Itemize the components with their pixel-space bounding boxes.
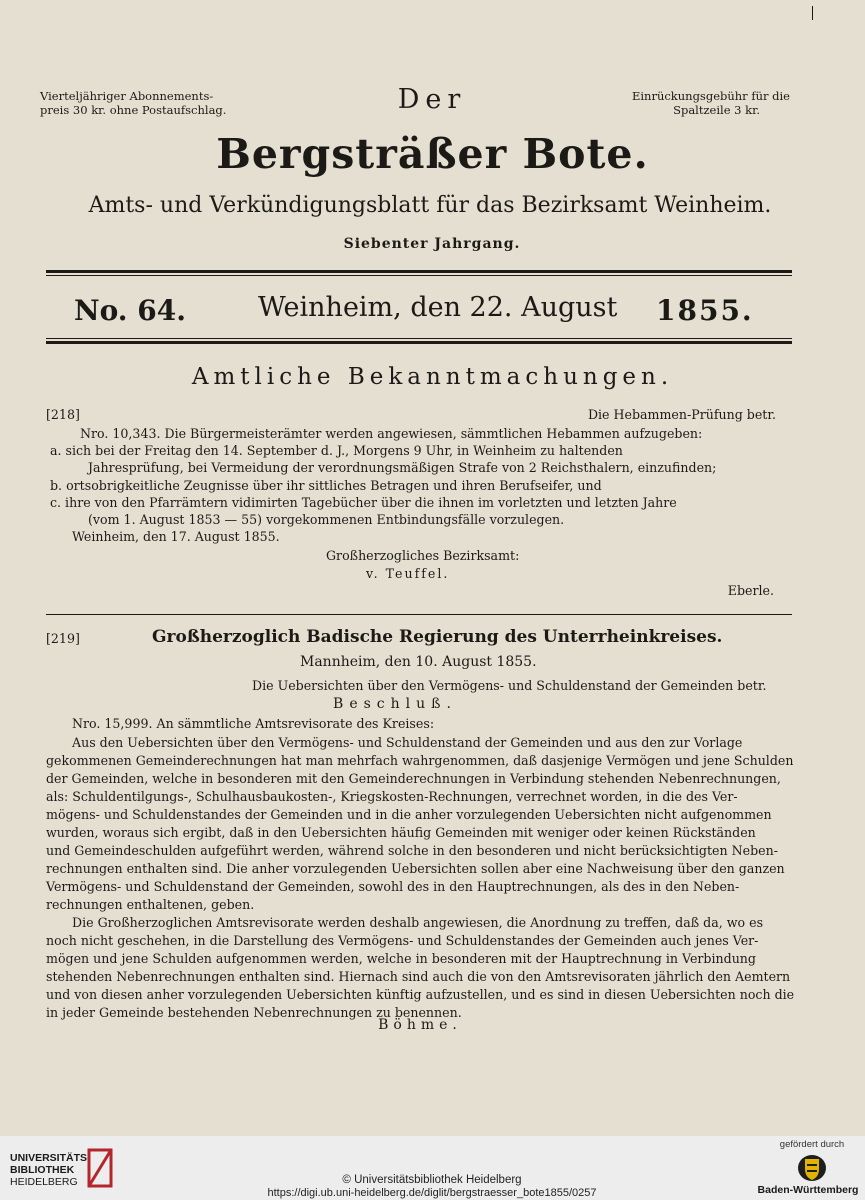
notice-219-id: [219]: [46, 631, 80, 646]
masthead-the: Der: [397, 84, 467, 115]
notice-219-line: mögen und jene Schulden aufgenommen werden, welche in besonderen mit der Hauptrechnung in Verbindung: [46, 951, 756, 966]
issue-year: 1855.: [656, 294, 754, 327]
notice-219-subject: Die Uebersichten über den Vermögens- und Schuldenstand der Gemeinden betr.: [252, 678, 767, 693]
notice-219-line: Vermögens- und Schuldenstand der Gemeinden, sowohl des in den Hauptrechnungen, als des in den Neben-: [46, 879, 740, 894]
page-corner-mark: [812, 6, 813, 20]
subscription-line-1: Vierteljähriger Abonnements-: [40, 89, 214, 103]
notice-218-line: Weinheim, den 17. August 1855.: [72, 529, 280, 544]
header-rule-bottom: [46, 341, 792, 344]
notice-219-line: als: Schuldentilgungs-, Schulhausbaukosten-, Kriegskosten-Rechnungen, verrechnet worden, in die des Ver-: [46, 789, 738, 804]
notice-divider: [46, 614, 792, 615]
fee-line-2: Spaltzeile 3 kr.: [673, 103, 760, 117]
notice-218-line: (vom 1. August 1853 — 55) vorgekommenen Entbindungsfälle vorzulegen.: [88, 512, 565, 527]
notice-219-line: stehenden Nebenrechnungen enthalten sind. Hiernach sind auch die von den Amtsrevisoraten jährlich den Aemtern: [46, 969, 791, 984]
library-logo-icon: [86, 1146, 116, 1190]
notice-219-line: und Gemeindeschulden aufgeführt werden, während solche in den besonderen und nicht berücksichtigten Neben-: [46, 843, 778, 858]
issue-place-date: Weinheim, den 22. August: [258, 292, 618, 323]
notice-218-clerk: Eberle.: [727, 583, 774, 598]
notice-218-office: Großherzogliches Bezirksamt:: [326, 548, 520, 563]
notice-219-dateline: Mannheim, den 10. August 1855.: [300, 654, 537, 670]
notice-218-line: Nro. 10,343. Die Bürgermeisterämter werden angewiesen, sämmtlichen Hebammen aufzugeben:: [80, 426, 703, 441]
header-rule-bottom-thin: [46, 338, 792, 339]
issue-number: No. 64.: [74, 294, 186, 327]
fee-line-1: Einrückungsgebühr für die: [631, 89, 790, 103]
header-rule-top-thin: [46, 275, 792, 276]
source-url[interactable]: https://digi.ub.uni-heidelberg.de/diglit/bergstraesser_bote1855/0257: [267, 1187, 597, 1199]
copyright-text: © Universitätsbibliothek Heidelberg: [342, 1174, 522, 1186]
newspaper-subtitle: Amts- und Verkündigungsblatt für das Bezirksamt Weinheim.: [88, 193, 772, 218]
notice-219-line: Aus den Uebersichten über den Vermögens- und Schuldenstand der Gemeinden und aus den zur Vorlage: [72, 735, 743, 750]
notice-219-decision: Beschluß.: [333, 696, 457, 712]
notice-219-line: Nro. 15,999. An sämmtliche Amtsrevisorate des Kreises:: [72, 716, 435, 731]
newspaper-title: Bergsträßer Bote.: [216, 130, 649, 178]
notice-219-line: rechnungen enthaltenen, geben.: [46, 897, 255, 912]
digitization-footer: [0, 1136, 865, 1200]
notice-219-line: gekommenen Gemeinderechnungen hat man mehrfach wahrgenommen, daß dasjenige Vermögen und jene Schulden: [46, 753, 794, 768]
notice-219-line: mögens- und Schuldenstandes der Gemeinden und in die anher vorzulegenden Uebersichten nicht aufgenommen: [46, 807, 772, 822]
notice-219-line: und von diesen anher vorzulegenden Uebersichten künftig aufzustellen, und es sind in diesen Uebersichten noch die: [46, 987, 795, 1002]
notice-219-heading: Großherzoglich Badische Regierung des Unterrheinkreises.: [152, 627, 723, 647]
notice-219-line: wurden, woraus sich ergibt, daß in den Uebersichten häufig Gemeinden mit weniger oder keinen Rückständen: [46, 825, 756, 840]
notice-218-line: Jahresprüfung, bei Vermeidung der verordnungsmäßigen Strafe von 2 Reichsthalern, einzufinden;: [88, 460, 717, 475]
library-name: [10, 1152, 91, 1188]
notice-218-id: [218]: [46, 407, 80, 422]
notice-219-line: noch nicht geschehen, in die Darstellung des Vermögens- und Schuldenstandes der Gemeinden auch jenes Ver-: [46, 933, 759, 948]
section-title: Amtliche Bekanntmachungen.: [191, 364, 674, 390]
notice-219-line: rechnungen enthalten sind. Die anher vorzulegenden Uebersichten sollen aber eine Nachweisung über den ganzen: [46, 861, 785, 876]
notice-219-line: Die Großherzoglichen Amtsrevisorate werden deshalb angewiesen, die Anordnung zu treffen, daß da, wo es: [72, 915, 764, 930]
notice-218-line: a. sich bei der Freitag den 14. September d. J., Morgens 9 Uhr, in Weinheim zu haltenden: [50, 443, 623, 458]
notice-218-line: c. ihre von den Pfarrämtern vidimirten Tagebücher über die ihnen im vorletzten und letzten Jahre: [50, 495, 677, 510]
coat-of-arms-icon: [796, 1153, 828, 1183]
notice-219-line: in jeder Gemeinde bestehenden Nebenrechnungen zu benennen.: [46, 1005, 462, 1020]
notice-219-signer: Böhme.: [378, 1017, 462, 1033]
notice-218-line: b. ortsobrigkeitliche Zeugnisse über ihr sittliches Betragen und ihren Berufseifer, und: [50, 478, 602, 493]
library-name-line: BIBLIOTHEK: [10, 1164, 75, 1176]
notice-218-signer: v. Teuffel.: [366, 566, 450, 581]
volume-year: Siebenter Jahrgang.: [343, 236, 521, 252]
notice-218-subject: Die Hebammen-Prüfung betr.: [587, 407, 776, 422]
library-name-line: HEIDELBERG: [10, 1176, 78, 1188]
sponsor-name: Baden-Württemberg: [757, 1184, 859, 1196]
sponsor-label: gefördert durch: [779, 1139, 845, 1150]
library-name-line: UNIVERSITÄTS-: [10, 1152, 91, 1164]
header-rule-top: [46, 270, 792, 273]
subscription-line-2: preis 30 kr. ohne Postaufschlag.: [40, 103, 227, 117]
notice-219-line: der Gemeinden, welche in besonderen mit den Gemeinderechnungen in Verbindung stehenden Nebenrechnungen,: [46, 771, 781, 786]
